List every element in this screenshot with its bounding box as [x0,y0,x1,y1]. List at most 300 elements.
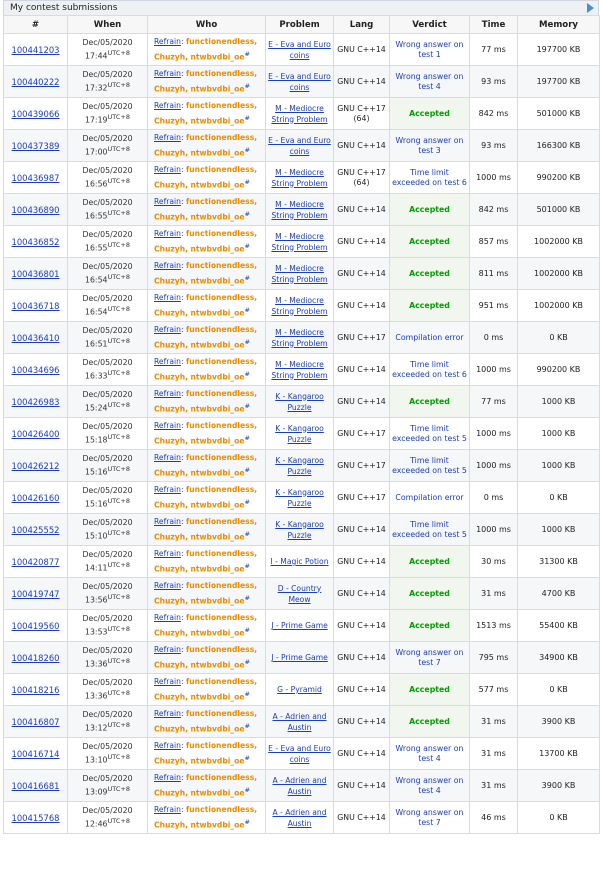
member-2[interactable]: Chuzyh, [154,820,189,830]
language: GNU C++14 [337,396,386,406]
who-cell [148,738,266,770]
member-1[interactable]: functionendless, [185,260,258,270]
member-3[interactable]: ntwbvdbi_oe [190,660,245,670]
member-3[interactable]: ntwbvdbi_oe [190,116,245,126]
member-3[interactable]: ntwbvdbi_oe [190,564,245,574]
submission-time: 17:00 [85,147,108,157]
col-header-id: # [4,16,68,34]
team-link[interactable]: Refrain [154,356,181,366]
problem-cell [266,162,334,194]
team-link[interactable]: Refrain [154,676,181,686]
problem-link[interactable]: K - Kangaroo Puzzle [275,423,324,444]
submission-id-link[interactable]: 100426160 [11,492,60,503]
member-3[interactable]: ntwbvdbi_oe [190,340,245,350]
member-1[interactable]: functionendless, [185,452,258,462]
team-link[interactable]: Refrain [154,548,181,558]
problem-link[interactable]: E - Eva and Euro coins [268,71,331,92]
member-1[interactable]: functionendless, [185,292,258,302]
member-3[interactable]: ntwbvdbi_oe [190,756,245,766]
member-1[interactable]: functionendless, [185,484,258,494]
problem-link[interactable]: I - Magic Potion [270,557,329,566]
problem-link[interactable]: E - Eva and Euro coins [268,39,331,60]
hash-link[interactable]: # [244,465,250,474]
team-link[interactable]: Refrain [154,644,181,654]
hash-link[interactable]: # [244,49,250,58]
when-cell [68,386,148,418]
member-2[interactable]: Chuzyh, [154,756,189,766]
submission-time: 13:09 [85,787,108,797]
team-link[interactable]: Refrain [154,388,181,398]
team-link[interactable]: Refrain [154,740,181,750]
team-link[interactable]: Refrain [154,420,181,430]
when-cell [68,194,148,226]
member-3[interactable]: ntwbvdbi_oe [190,308,245,318]
memory-cell: 55400 KB [518,610,600,642]
submission-id-link[interactable]: 100419560 [11,620,60,631]
verdict-text[interactable]: Time limit exceeded on test 6 [392,167,467,187]
submission-id-link[interactable]: 100419747 [11,588,60,599]
memory-cell: 1002000 KB [518,290,600,322]
submission-date: Dec/05/2020 [82,518,133,528]
problem-link[interactable]: M - Mediocre String Problem [271,167,328,188]
member-3[interactable]: ntwbvdbi_oe [190,372,245,382]
member-3[interactable]: ntwbvdbi_oe [190,500,245,510]
time-cell: 1000 ms [470,450,518,482]
timezone: UTC+8 [107,401,130,410]
submission-id-link[interactable]: 100426400 [11,428,60,439]
submission-time: 16:55 [85,243,108,253]
member-2[interactable]: Chuzyh, [154,788,189,798]
verdict-text[interactable]: Compilation error [395,492,464,502]
memory-cell: 0 KB [518,322,600,354]
member-3[interactable]: ntwbvdbi_oe [190,436,245,446]
hash-link[interactable]: # [244,529,250,538]
member-3[interactable]: ntwbvdbi_oe [190,692,245,702]
team-separator: : [180,36,184,46]
member-3[interactable]: ntwbvdbi_oe [190,468,245,478]
hash-link[interactable]: # [244,657,250,666]
verdict-text: Accepted [409,204,450,214]
member-3[interactable]: ntwbvdbi_oe [190,148,245,158]
team-link[interactable]: Refrain [154,292,181,302]
verdict-text[interactable]: Compilation error [395,332,464,342]
team-link[interactable]: Refrain [154,708,181,718]
submission-time: 15:16 [85,499,108,509]
member-2[interactable]: Chuzyh, [154,308,189,318]
hash-link[interactable]: # [244,689,250,698]
team-link[interactable]: Refrain [154,68,181,78]
member-2[interactable]: Chuzyh, [154,180,189,190]
member-1[interactable]: functionendless, [185,68,258,78]
problem-link[interactable]: E - Eva and Euro coins [268,743,331,764]
member-1[interactable]: functionendless, [185,548,258,558]
submission-time: 13:10 [85,755,108,765]
problem-link[interactable]: A - Adrien and Austin [272,775,327,796]
hash-link[interactable]: # [244,241,250,250]
verdict-text[interactable]: Wrong answer on test 4 [395,775,464,795]
submission-id-link[interactable]: 100426983 [11,396,60,407]
member-2[interactable]: Chuzyh, [154,532,189,542]
problem-cell [266,386,334,418]
who-cell [148,386,266,418]
team-separator: : [180,260,184,270]
table-row [4,802,600,834]
problem-cell [266,514,334,546]
who-cell [148,194,266,226]
submission-id-link[interactable]: 100434696 [11,364,60,375]
member-3[interactable]: ntwbvdbi_oe [190,596,245,606]
hash-link[interactable]: # [244,177,250,186]
verdict-cell [390,450,470,482]
language: GNU C++14 [337,524,386,534]
submission-id-link[interactable]: 100418216 [11,684,60,695]
memory-cell: 990200 KB [518,354,600,386]
member-1[interactable]: functionendless, [185,36,258,46]
member-2[interactable]: Chuzyh, [154,340,189,350]
team-separator: : [180,452,184,462]
submission-id-link[interactable]: 100436718 [11,300,60,311]
member-3[interactable]: ntwbvdbi_oe [190,180,245,190]
submission-id-link[interactable]: 100437389 [11,140,60,151]
member-2[interactable]: Chuzyh, [154,116,189,126]
team-link[interactable]: Refrain [154,228,181,238]
hash-link[interactable]: # [244,593,250,602]
verdict-text[interactable]: Wrong answer on test 7 [395,807,464,827]
timezone: UTC+8 [107,113,130,122]
team-link[interactable]: Refrain [154,324,181,334]
submissions-panel [3,0,599,834]
verdict-cell [390,354,470,386]
member-1[interactable]: functionendless, [185,388,258,398]
member-1[interactable]: functionendless, [185,676,258,686]
memory-cell: 166300 KB [518,130,600,162]
member-2[interactable]: Chuzyh, [154,500,189,510]
submission-time: 15:10 [85,531,108,541]
submission-date: Dec/05/2020 [82,102,133,112]
problem-link[interactable]: M - Mediocre String Problem [271,263,328,284]
when-cell [68,322,148,354]
team-link[interactable]: Refrain [154,100,181,110]
time-cell: 842 ms [470,194,518,226]
problem-link[interactable]: K - Kangaroo Puzzle [275,487,324,508]
member-1[interactable]: functionendless, [185,228,258,238]
language: GNU C++17 [337,332,386,342]
timezone: UTC+8 [107,529,130,538]
member-1[interactable]: functionendless, [185,772,258,782]
hash-link[interactable]: # [244,721,250,730]
member-1[interactable]: functionendless, [185,516,258,526]
time-cell: 951 ms [470,290,518,322]
col-header-problem: Problem [266,16,334,34]
submission-id-cell [4,674,68,706]
who-cell [148,578,266,610]
problem-link[interactable]: K - Kangaroo Puzzle [275,455,324,476]
submission-id-link[interactable]: 100415768 [11,812,60,823]
member-2[interactable]: Chuzyh, [154,436,189,446]
team-link[interactable]: Refrain [154,772,181,782]
when-cell [68,674,148,706]
submission-date: Dec/05/2020 [82,326,133,336]
time-cell: 93 ms [470,66,518,98]
verdict-text: Accepted [409,556,450,566]
member-2[interactable]: Chuzyh, [154,564,189,574]
submission-id-link[interactable]: 100436410 [11,332,60,343]
time-cell: 31 ms [470,706,518,738]
time-cell: 1513 ms [470,610,518,642]
member-3[interactable]: ntwbvdbi_oe [190,820,245,830]
submission-date: Dec/05/2020 [82,582,133,592]
timezone: UTC+8 [107,145,130,154]
member-1[interactable]: functionendless, [185,100,258,110]
time-cell: 795 ms [470,642,518,674]
verdict-text[interactable]: Wrong answer on test 4 [395,71,464,91]
problem-link[interactable]: G - Pyramid [277,685,322,694]
submission-id-link[interactable]: 100436852 [11,236,60,247]
member-3[interactable]: ntwbvdbi_oe [190,404,245,414]
memory-cell: 0 KB [518,482,600,514]
team-link[interactable]: Refrain [154,452,181,462]
submission-time: 16:54 [85,307,108,317]
member-1[interactable]: functionendless, [185,420,258,430]
member-2[interactable]: Chuzyh, [154,212,189,222]
hash-link[interactable]: # [244,625,250,634]
member-3[interactable]: ntwbvdbi_oe [190,724,245,734]
hash-link[interactable]: # [244,273,250,282]
col-header-when: When [68,16,148,34]
hash-link[interactable]: # [244,305,250,314]
member-1[interactable]: functionendless, [185,804,258,814]
member-3[interactable]: ntwbvdbi_oe [190,628,245,638]
lang-cell [334,194,390,226]
submission-id-link[interactable]: 100418260 [11,652,60,663]
submission-id-link[interactable]: 100420877 [11,556,60,567]
member-3[interactable]: ntwbvdbi_oe [190,244,245,254]
team-link[interactable]: Refrain [154,804,181,814]
submission-id-link[interactable]: 100436987 [11,172,60,183]
member-2[interactable]: Chuzyh, [154,372,189,382]
problem-link[interactable]: E - Eva and Euro coins [268,135,331,156]
time-cell: 31 ms [470,770,518,802]
verdict-cell [390,578,470,610]
memory-cell: 3900 KB [518,706,600,738]
submission-time: 12:46 [85,819,108,829]
who-cell [148,226,266,258]
submissions-table [3,15,600,834]
verdict-text: Accepted [409,716,450,726]
problem-link[interactable]: J - Prime Game [271,621,328,630]
problem-link[interactable]: M - Mediocre String Problem [271,199,328,220]
member-3[interactable]: ntwbvdbi_oe [190,212,245,222]
lang-cell [334,290,390,322]
team-link[interactable]: Refrain [154,484,181,494]
verdict-text: Accepted [409,620,450,630]
member-3[interactable]: ntwbvdbi_oe [190,532,245,542]
team-separator: : [180,772,184,782]
member-1[interactable]: functionendless, [185,196,258,206]
member-2[interactable]: Chuzyh, [154,276,189,286]
hash-link[interactable]: # [244,785,250,794]
problem-cell [266,706,334,738]
submission-id-link[interactable]: 100425552 [11,524,60,535]
member-3[interactable]: ntwbvdbi_oe [190,788,245,798]
hash-link[interactable]: # [244,561,250,570]
submission-id-cell [4,162,68,194]
submission-date: Dec/05/2020 [82,358,133,368]
team-link[interactable]: Refrain [154,612,181,622]
member-2[interactable]: Chuzyh, [154,692,189,702]
expand-arrow-icon[interactable] [587,3,594,13]
team-separator: : [180,676,184,686]
hash-link[interactable]: # [244,753,250,762]
submission-id-cell [4,578,68,610]
lang-cell [334,386,390,418]
member-2[interactable]: Chuzyh, [154,596,189,606]
problem-link[interactable]: A - Adrien and Austin [272,807,327,828]
problem-link[interactable]: K - Kangaroo Puzzle [275,391,324,412]
submission-time: 15:18 [85,435,108,445]
problem-cell [266,98,334,130]
problem-cell [266,546,334,578]
team-link[interactable]: Refrain [154,516,181,526]
submission-id-link[interactable]: 100441203 [11,44,60,55]
submission-date: Dec/05/2020 [82,70,133,80]
submission-id-link[interactable]: 100416807 [11,716,60,727]
member-1[interactable]: functionendless, [185,612,258,622]
verdict-text[interactable]: Time limit exceeded on test 5 [392,455,467,475]
hash-link[interactable]: # [244,209,250,218]
member-3[interactable]: ntwbvdbi_oe [190,84,245,94]
submission-id-link[interactable]: 100416714 [11,748,60,759]
lang-cell [334,66,390,98]
member-2[interactable]: Chuzyh, [154,660,189,670]
hash-link[interactable]: # [244,433,250,442]
verdict-text[interactable]: Wrong answer on test 7 [395,647,464,667]
memory-cell: 0 KB [518,674,600,706]
submission-time: 15:24 [85,403,108,413]
member-2[interactable]: Chuzyh, [154,628,189,638]
member-2[interactable]: Chuzyh, [154,468,189,478]
when-cell [68,258,148,290]
hash-link[interactable]: # [244,113,250,122]
member-1[interactable]: functionendless, [185,356,258,366]
time-cell: 1000 ms [470,514,518,546]
language: GNU C++17 (64) [337,167,386,187]
submission-date: Dec/05/2020 [82,806,133,816]
submission-date: Dec/05/2020 [82,390,133,400]
problem-link[interactable]: K - Kangaroo Puzzle [275,519,324,540]
member-1[interactable]: functionendless, [185,644,258,654]
verdict-text[interactable]: Time limit exceeded on test 5 [392,423,467,443]
hash-link[interactable]: # [244,337,250,346]
who-cell [148,322,266,354]
time-cell: 1000 ms [470,418,518,450]
verdict-text: Accepted [409,300,450,310]
submission-id-link[interactable]: 100439066 [11,108,60,119]
hash-link[interactable]: # [244,497,250,506]
lang-cell [334,354,390,386]
problem-link[interactable]: D - Country Meow [277,583,322,604]
member-1[interactable]: functionendless, [185,740,258,750]
problem-link[interactable]: M - Mediocre String Problem [271,103,328,124]
member-2[interactable]: Chuzyh, [154,148,189,158]
problem-link[interactable]: M - Mediocre String Problem [271,231,328,252]
team-separator: : [180,324,184,334]
member-2[interactable]: Chuzyh, [154,244,189,254]
hash-link[interactable]: # [244,817,250,826]
team-separator: : [180,804,184,814]
problem-link[interactable]: J - Prime Game [271,653,328,662]
submission-id-link[interactable]: 100436890 [11,204,60,215]
verdict-text[interactable]: Wrong answer on test 1 [395,39,464,59]
problem-link[interactable]: M - Mediocre String Problem [271,327,328,348]
member-2[interactable]: Chuzyh, [154,84,189,94]
submission-id-link[interactable]: 100436801 [11,268,60,279]
submission-id-link[interactable]: 100440222 [11,76,60,87]
verdict-text[interactable]: Time limit exceeded on test 6 [392,359,467,379]
team-separator: : [180,580,184,590]
verdict-text[interactable]: Wrong answer on test 3 [395,135,464,155]
submission-date: Dec/05/2020 [82,710,133,720]
member-2[interactable]: Chuzyh, [154,52,189,62]
member-1[interactable]: functionendless, [185,164,258,174]
team-link[interactable]: Refrain [154,196,181,206]
verdict-cell [390,130,470,162]
submission-id-link[interactable]: 100426212 [11,460,60,471]
verdict-cell [390,418,470,450]
verdict-cell [390,322,470,354]
hash-link[interactable]: # [244,369,250,378]
member-1[interactable]: functionendless, [185,580,258,590]
when-cell [68,130,148,162]
problem-link[interactable]: A - Adrien and Austin [272,711,327,732]
member-3[interactable]: ntwbvdbi_oe [190,276,245,286]
hash-link[interactable]: # [244,145,250,154]
member-1[interactable]: functionendless, [185,132,258,142]
verdict-cell [390,802,470,834]
submission-id-cell [4,98,68,130]
team-link[interactable]: Refrain [154,260,181,270]
problem-link[interactable]: M - Mediocre String Problem [271,359,328,380]
member-3[interactable]: ntwbvdbi_oe [190,52,245,62]
member-1[interactable]: functionendless, [185,324,258,334]
submission-id-link[interactable]: 100416681 [11,780,60,791]
team-separator: : [180,484,184,494]
submission-id-cell [4,450,68,482]
memory-cell: 1000 KB [518,418,600,450]
team-link[interactable]: Refrain [154,132,181,142]
hash-link[interactable]: # [244,401,250,410]
when-cell [68,610,148,642]
table-row [4,386,600,418]
team-link[interactable]: Refrain [154,580,181,590]
verdict-text: Accepted [409,268,450,278]
memory-cell: 990200 KB [518,162,600,194]
hash-link[interactable]: # [244,81,250,90]
verdict-text[interactable]: Time limit exceeded on test 5 [392,519,467,539]
problem-link[interactable]: M - Mediocre String Problem [271,295,328,316]
member-1[interactable]: functionendless, [185,708,258,718]
member-2[interactable]: Chuzyh, [154,724,189,734]
time-cell: 842 ms [470,98,518,130]
team-link[interactable]: Refrain [154,164,181,174]
language: GNU C++14 [337,588,386,598]
team-link[interactable]: Refrain [154,36,181,46]
problem-cell [266,450,334,482]
who-cell [148,770,266,802]
lang-cell [334,706,390,738]
verdict-text[interactable]: Wrong answer on test 4 [395,743,464,763]
member-2[interactable]: Chuzyh, [154,404,189,414]
